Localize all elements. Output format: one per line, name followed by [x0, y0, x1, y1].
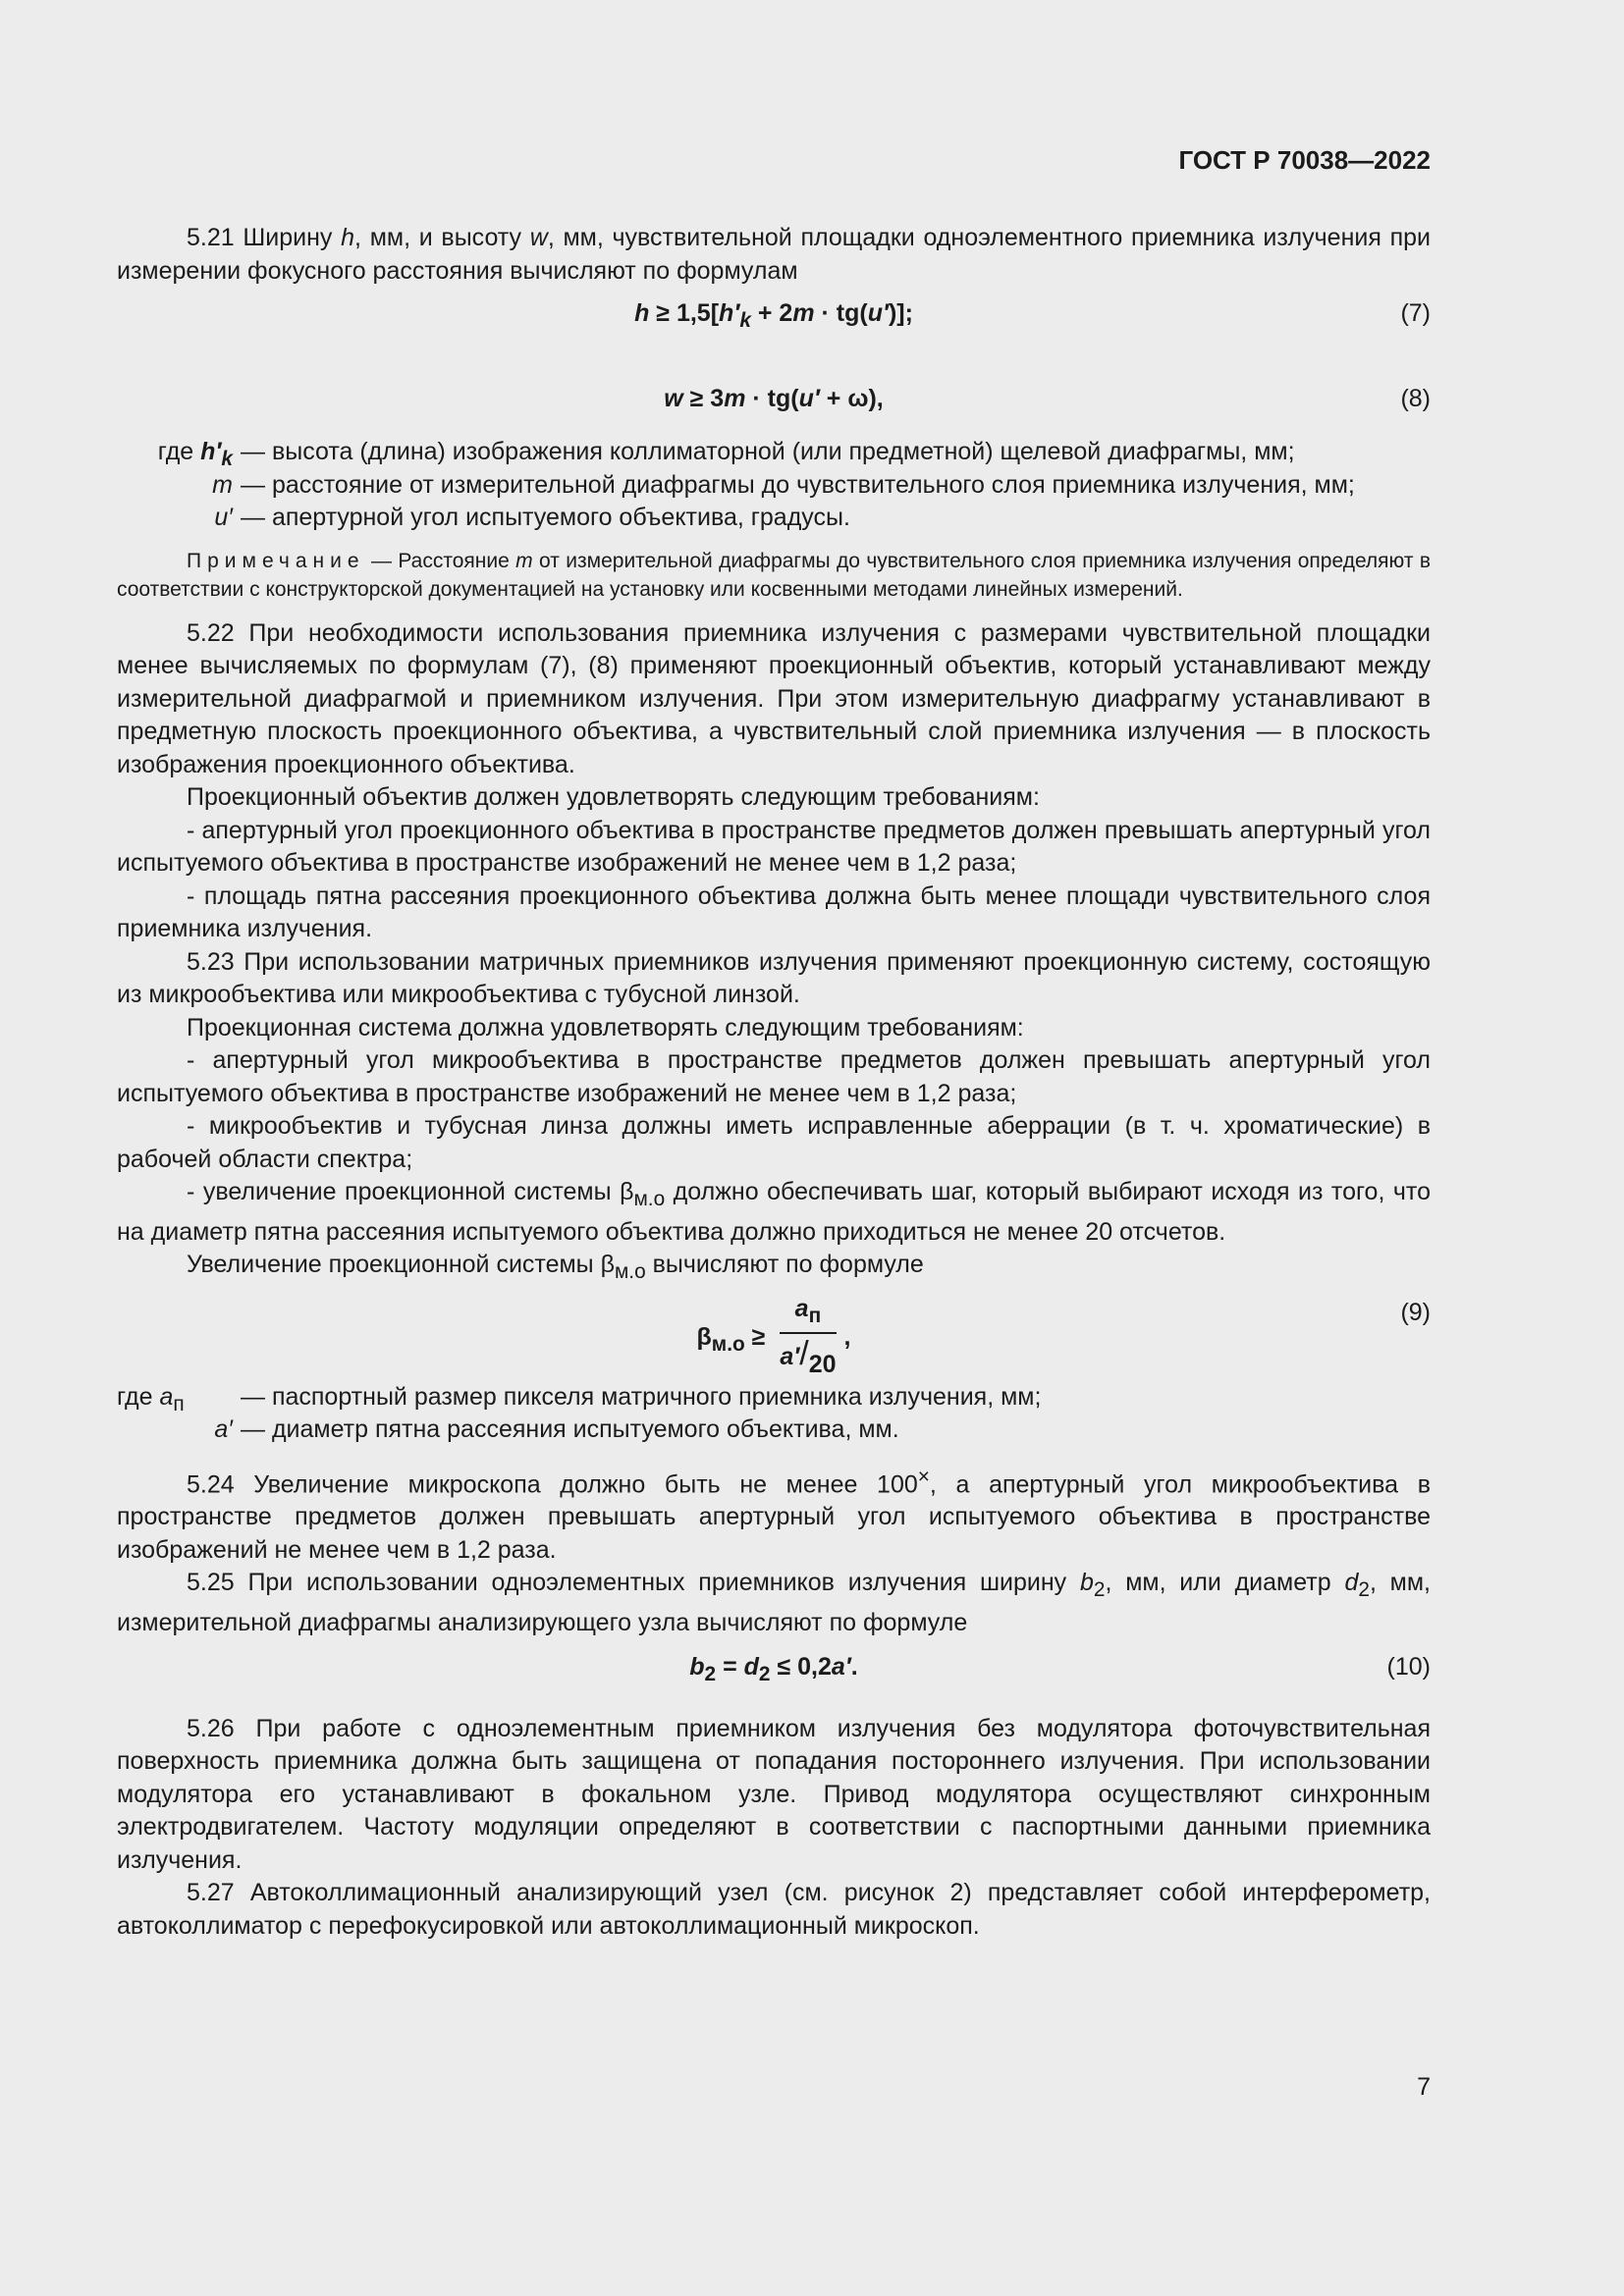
formula-7: $h \ge 1,5[h'_k + 2m \cdot tg(u')]$; (7): [634, 299, 1431, 332]
where-item: где $h'_k$ — высота (длина) изображения коллиматорной (или предметной) щелевой диафрагмы, мм;: [157, 438, 1295, 470]
where-item: a′ — диаметр пятна рассеяния испытуемого объектива, мм.: [214, 1415, 899, 1443]
formula-number: (7): [1400, 299, 1431, 327]
doc-header: ГОСТ Р 70038—2022: [1178, 145, 1431, 175]
where-list-2: [117, 1381, 1431, 1447]
paragraph-magnification: Увеличение проекционной системы $\beta_{м.о}$ вычисляют по формуле: [187, 1251, 924, 1283]
paragraph-5-24: 5.24 Увеличение микроскопа должно быть не менее 100×, а апертурный угол микрообъектива в пространстве предметов должен превышать апертурный угол испытуемого объектива в пространстве изображений не менее чем в 1,2 раза.: [117, 1465, 1431, 1564]
list-item: - увеличение проекционной системы $\beta_{м.о}$ должно обеспечивать шаг, который выбирают исходя из того, что на диаметр пятна рассеяния испытуемого объектива должно приходиться не менее 20 отсчетов.: [117, 1178, 1431, 1246]
paragraph-requirements: Проекционная система должна удовлетворять следующим требованиям:: [187, 1013, 1024, 1041]
formula-8: w ≥ 3m · tg(u′ + ω), (8): [117, 383, 1431, 416]
paragraph-5-21: 5.21 Ширину h, мм, и высоту w, мм, чувствительной площадки одноэлементного приемника излучения при измерении фокусного расстояния вычисляют по формулам: [117, 224, 1431, 285]
formula-number: (8): [1400, 384, 1431, 412]
formula-number: (10): [1386, 1653, 1431, 1682]
formula-10: $b_2 = d_2 \le 0,2a'$. (10): [689, 1653, 1431, 1686]
where-item: m — расстояние от измерительной диафрагмы до чувствительного слоя приемника излучения, мм;: [212, 470, 1355, 499]
page-content: [117, 222, 1431, 1943]
formula-9: $\beta_{м.о}$ ≥ $\frac{a_п}{a'/20}$ , (9): [117, 1293, 1431, 1371]
where-item: u′ — апертурной угол испытуемого объектива, градусы.: [214, 504, 850, 531]
page-number: 7: [1417, 2073, 1431, 2101]
list-item: - микрообъектив и тубусная линза должны иметь исправленные аберрации (в т. ч. хроматические) в рабочей области спектра;: [117, 1112, 1431, 1173]
where-item: где $a_п$ — паспортный размер пикселя матричного приемника излучения, мм;: [117, 1382, 1042, 1415]
paragraph-5-26: 5.26 При работе с одноэлементным приемником излучения без модулятора фоточувствительная поверхность приемника должна быть защищена от попадания постороннего излучения. При использовании модулятора его устанавливают в фокальном узле. Привод модулятора осуществляют синхронным электродвигателем. Частоту модуляции определяют в соответствии с паспортными данными приемника излучения.: [117, 1714, 1431, 1874]
list-item: - апертурный угол микрообъектива в пространстве предметов должен превышать апертурный угол испытуемого объектива в пространстве изображений не менее чем в 1,2 раза;: [117, 1046, 1431, 1107]
paragraph-5-22: 5.22 При необходимости использования приемника излучения с размерами чувствительной площадки менее вычисляемых по формулам (7), (8) применяют проекционный объектив, который устанавливают между измерительной диафрагмой и приемником излучения. При этом измерительную диафрагму устанавливают в предметную плоскость проекционного объектива, а чувствительный слой приемника излучения — в плоскость изображения проекционного объектива.: [117, 618, 1431, 778]
paragraph-5-27: 5.27 Автоколлимационный анализирующий узел (см. рисунок 2) представляет собой интерферометр, автоколлиматор с перефокусировкой или автоколлимационный микроскоп.: [117, 1879, 1431, 1940]
paragraph-5-25: 5.25 При использовании одноэлементных приемников излучения ширину $b_2$, мм, или диаметр $d_2$, мм, измерительной диафрагмы анализирующего узла вычисляют по формуле: [117, 1569, 1432, 1636]
formula-number: (9): [1400, 1298, 1431, 1326]
paragraph-5-23: 5.23 При использовании матричных приемников излучения применяют проекционную систему, состоящую из микрообъектива или микрообъектива с тубусной линзой.: [117, 947, 1431, 1008]
paragraph-requirements: Проекционный объектив должен удовлетворять следующим требованиям:: [187, 783, 1040, 811]
where-list-1: [117, 436, 1431, 535]
list-item: - площадь пятна рассеяния проекционного объектива должна быть менее площади чувствительного слоя приемника излучения.: [117, 881, 1431, 942]
fraction: $\frac{a_п}{a'/20}$: [780, 1294, 837, 1378]
list-item: - апертурный угол проекционного объектива в пространстве предметов должен превышать апертурный угол испытуемого объектива в пространстве изображений не менее чем в 1,2 раза;: [117, 816, 1431, 877]
note: Примечание — Расстояние m от измерительной диафрагмы до чувствительного слоя приемника излучения определяют в соответствии с конструкторской документацией на установку или косвенными методами линейных измерений.: [117, 549, 1432, 601]
